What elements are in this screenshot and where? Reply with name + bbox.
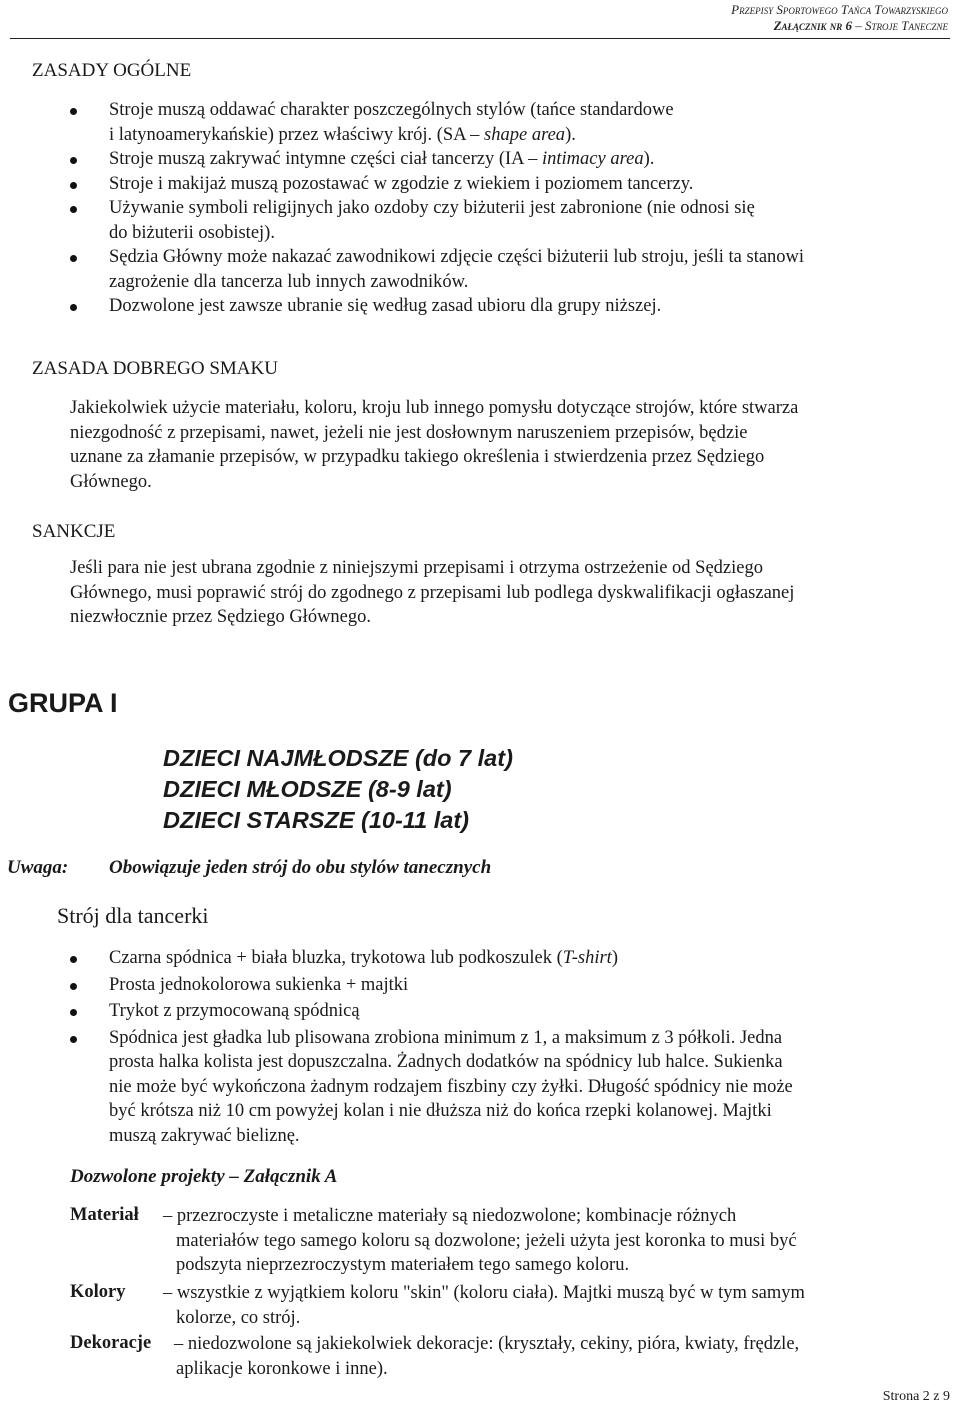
italic-term: intimacy area [542,149,644,169]
text-line: – przezroczyste i metaliczne materiały są niedozwolone; kombinacje różnych [163,1206,737,1226]
text-line: zagrożenie dla tancerza lub innych zawodników. [109,271,469,292]
italic-term: T-shirt [562,948,612,968]
text-line: Głównego. [70,471,152,492]
text-line: być krótsza niż 10 cm powyżej kolan i nie dłuższa niż do końca rzepki kolanowej. Majtki [109,1101,772,1121]
note-text: Obowiązuje jeden strój do obu stylów tanecznych [109,857,492,878]
header-annex: Załącznik nr 6 [773,18,853,33]
text-line: i latynoamerykańskie) przez właściwy krój. (SA – [109,124,485,145]
header-annex-title: – Stroje Taneczne [852,18,948,33]
age-group-line: DZIECI NAJMŁODSZE (do 7 lat) [163,745,513,771]
term-material: Materiał [70,1205,139,1225]
text-line: Prosta jednokolorowa sukienka + majtki [109,974,409,995]
text-line: – niedozwolone są jakiekolwiek dekoracje: (kryształy, cekiny, pióra, kwiaty, frędzle, [174,1334,800,1354]
note-label: Uwaga: [7,857,69,878]
text-line: ) [611,948,618,968]
text-line: Jeśli para nie jest ubrana zgodnie z niniejszymi przepisami i otrzyma ostrzeżenie od Sędziego [70,558,763,578]
text-line: Dozwolone jest zawsze ubranie się według zasad ubioru dla grupy niższej. [109,296,662,316]
text-line: niezgodność z przepisami, nawet, jeżeli nie jest dosłownym naruszeniem przepisów, będzie [70,422,748,443]
text-line: prosta halka kolista jest dopuszczalna. Żadnych dodatków na spódnicy lub halce. Sukienka [109,1052,783,1072]
text-line: Stroje muszą oddawać charakter poszczególnych stylów (tańce standardowe [109,100,674,120]
section-title-zasady: ZASADY OGÓLNE [32,60,192,81]
header-title: Przepisy Sportowego Tańca Towarzyskiego [731,2,948,17]
text-line: aplikacje koronkowe i inne). [176,1358,388,1379]
text-line: nie może być wykończona żadnym rodzajem fiszbiny czy żyłki. Długość spódnicy nie może [109,1076,793,1097]
text-line: uznane za złamanie przepisów, w przypadku takiego określenia i stwierdzenia przez Sędziego [70,447,765,467]
group-title: GRUPA I [8,688,118,718]
text-line: Jakiekolwiek użycie materiału, koloru, kroju lub innego pomysłu dotyczące strojów, które stwarza [70,398,799,418]
text-line: ). [643,149,655,169]
page-number: Strona 2 z 9 [882,1389,950,1404]
desc-kolory [163,1281,953,1330]
age-group-line: DZIECI MŁODSZE (8-9 lat) [163,776,452,802]
desc-dekoracje [174,1332,954,1381]
text-line: podszyta nieprzezroczystym materiałem tego samego koloru. [176,1255,630,1275]
section-title-smak: ZASADA DOBREGO SMAKU [32,358,278,379]
subsection-title-stroj: Strój dla tancerki [57,903,209,928]
text-line: Czarna spódnica + biała bluzka, trykotowa lub podkoszulek ( [109,948,563,968]
term-dekoracje: Dekoracje [70,1333,152,1353]
text-line: Stroje muszą zakrywać intymne części ciał tancerzy (IA – [109,149,543,169]
text-line: Trykot z przymocowaną spódnicą [109,1001,360,1021]
text-line: niezwłocznie przez Sędziego Głównego. [70,607,372,627]
text-line: Używanie symboli religijnych jako ozdoby czy biżuterii jest zabronione (nie odnosi się [109,198,755,218]
section-title-sankcje: SANKCJE [32,521,116,542]
text-line: – wszystkie z wyjątkiem koloru "skin" (koloru ciała). Majtki muszą być w tym samym [163,1283,805,1303]
text-line: Sędzia Główny może nakazać zawodnikowi zdjęcie części biżuterii lub stroju, jeśli ta stanowi [109,247,805,267]
desc-material [163,1204,953,1278]
projects-reference: Dozwolone projekty – Załącznik A [70,1166,338,1187]
text-line: kolorze, co strój. [176,1307,301,1328]
text-line: Stroje i makijaż muszą pozostawać w zgodzie z wiekiem i poziomem tancerzy. [109,173,694,194]
italic-term: shape area [484,124,566,145]
text-line: Spódnica jest gładka lub plisowana zrobiona minimum z 1, a maksimum z 3 półkoli. Jedna [109,1027,783,1048]
term-kolory: Kolory [70,1282,126,1302]
text-line: Głównego, musi poprawić strój do zgodnego z przepisami lub podlega dyskwalifikacji ogłaszanej [70,582,795,603]
text-line: materiałów tego samego koloru są dozwolone; jeżeli użyta jest koronka to musi być [176,1230,797,1251]
age-group-line: DZIECI STARSZE (10-11 lat) [163,807,469,833]
text-line: ). [565,124,576,145]
text-line: do biżuterii osobistej). [109,222,275,243]
text-line: muszą zakrywać bieliznę. [109,1125,300,1146]
